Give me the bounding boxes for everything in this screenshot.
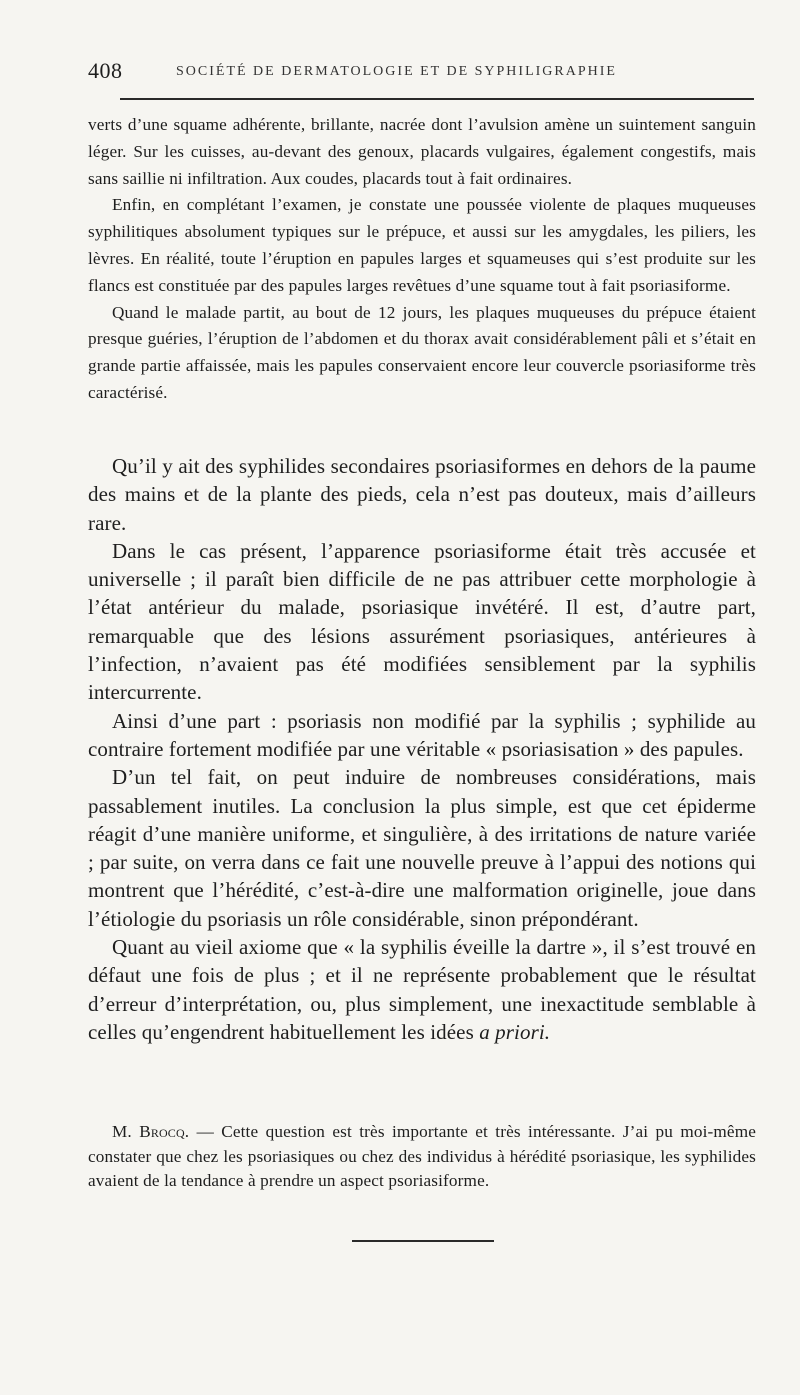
paragraph: Ainsi d’une part : psoriasis non modifié par la syphilis ; syphilide au contraire fortement modifiée par une véritable « psoriasisation » des papules. [88, 708, 756, 761]
speaker-name: M. Brocq. [112, 1122, 190, 1141]
paragraph: Enfin, en complétant l’examen, je constate une poussée violente de plaques muqueuses syphilitiques absolument typiques sur le prépuce, et aussi sur les amygdales, les piliers, les lèvres. En réalité, toute l’éruption en papules larges et squameuses qui s’est produite sur les flancs est constituée par des papules larges revêtues d’une squame tout à fait psoriasiforme. [88, 195, 756, 295]
header-rule [120, 98, 754, 100]
discussion-paragraph [88, 1120, 756, 1194]
italic-phrase: a priori. [479, 1019, 551, 1044]
paragraph-text: Quant au vieil axiome que « la syphilis éveille la dartre », il s’est trouvé en défaut une fois de plus ; et il ne représente probablement que le résultat d’erreur d’interprétation, ou, plus simplement, une inexactitude semblable à celles qu’engendrent habituellement les idées [88, 935, 756, 1044]
discussion [88, 1120, 756, 1194]
paragraph: Dans le cas présent, l’apparence psoriasiforme était très accusée et universelle ; il paraît bien difficile de ne pas attribuer cette morphologie à l’état antérieur du malade, psoriasique invétéré. Il est, d’autre part, remarquable que des lésions assurément psoriasiques, antérieures à l’infection, n’avaient pas été modifiées sensiblement par la syphilis intercurrente. [88, 538, 756, 705]
commentary [88, 452, 756, 1046]
discussion-text: — Cette question est très importante et très intéressante. J’ai pu moi-même constater que chez les psoriasiques ou chez des individus à hérédité psoriasique, les syphilides avaient de la tendance à prendre un aspect psoriasiforme. [88, 1122, 756, 1190]
paragraph [88, 933, 756, 1046]
running-title: SOCIÉTÉ DE DERMATOLOGIE ET DE SYPHILIGRAPHIE [176, 64, 617, 79]
end-rule [352, 1240, 494, 1242]
case-description [88, 112, 756, 407]
paragraph: Qu’il y ait des syphilides secondaires psoriasiformes en dehors de la paume des mains et de la plante des pieds, cela n’est pas douteux, mais d’ailleurs rare. [88, 454, 756, 535]
paragraph: D’un tel fait, on peut induire de nombreuses considérations, mais passablement inutiles. La conclusion la plus simple, est que cet épiderme réagit d’une manière uniforme, et singulière, à des irritations de nature variée ; par suite, on verra dans ce fait une nouvelle preuve à l’appui des notions qui montrent que l’hérédité, c’est-à-dire une malformation originelle, joue dans l’étiologie du psoriasis un rôle considérable, sinon prépondérant. [88, 765, 756, 931]
paragraph: Quand le malade partit, au bout de 12 jours, les plaques muqueuses du prépuce étaient presque guéries, l’éruption de l’abdomen et du thorax avait considérablement pâli et s’était en grande partie affaissée, mais les papules conservaient encore leur couvercle psoriasiforme très caractérisé. [88, 302, 756, 402]
page-number: 408 [88, 58, 123, 83]
paragraph: verts d’une squame adhérente, brillante, nacrée dont l’avulsion amène un suintement sanguin léger. Sur les cuisses, au-devant des genoux, placards vulgaires, également congestifs, mais sans saillie ni infiltration. Aux coudes, placards tout à fait ordinaires. [88, 115, 756, 188]
running-head [88, 58, 756, 88]
